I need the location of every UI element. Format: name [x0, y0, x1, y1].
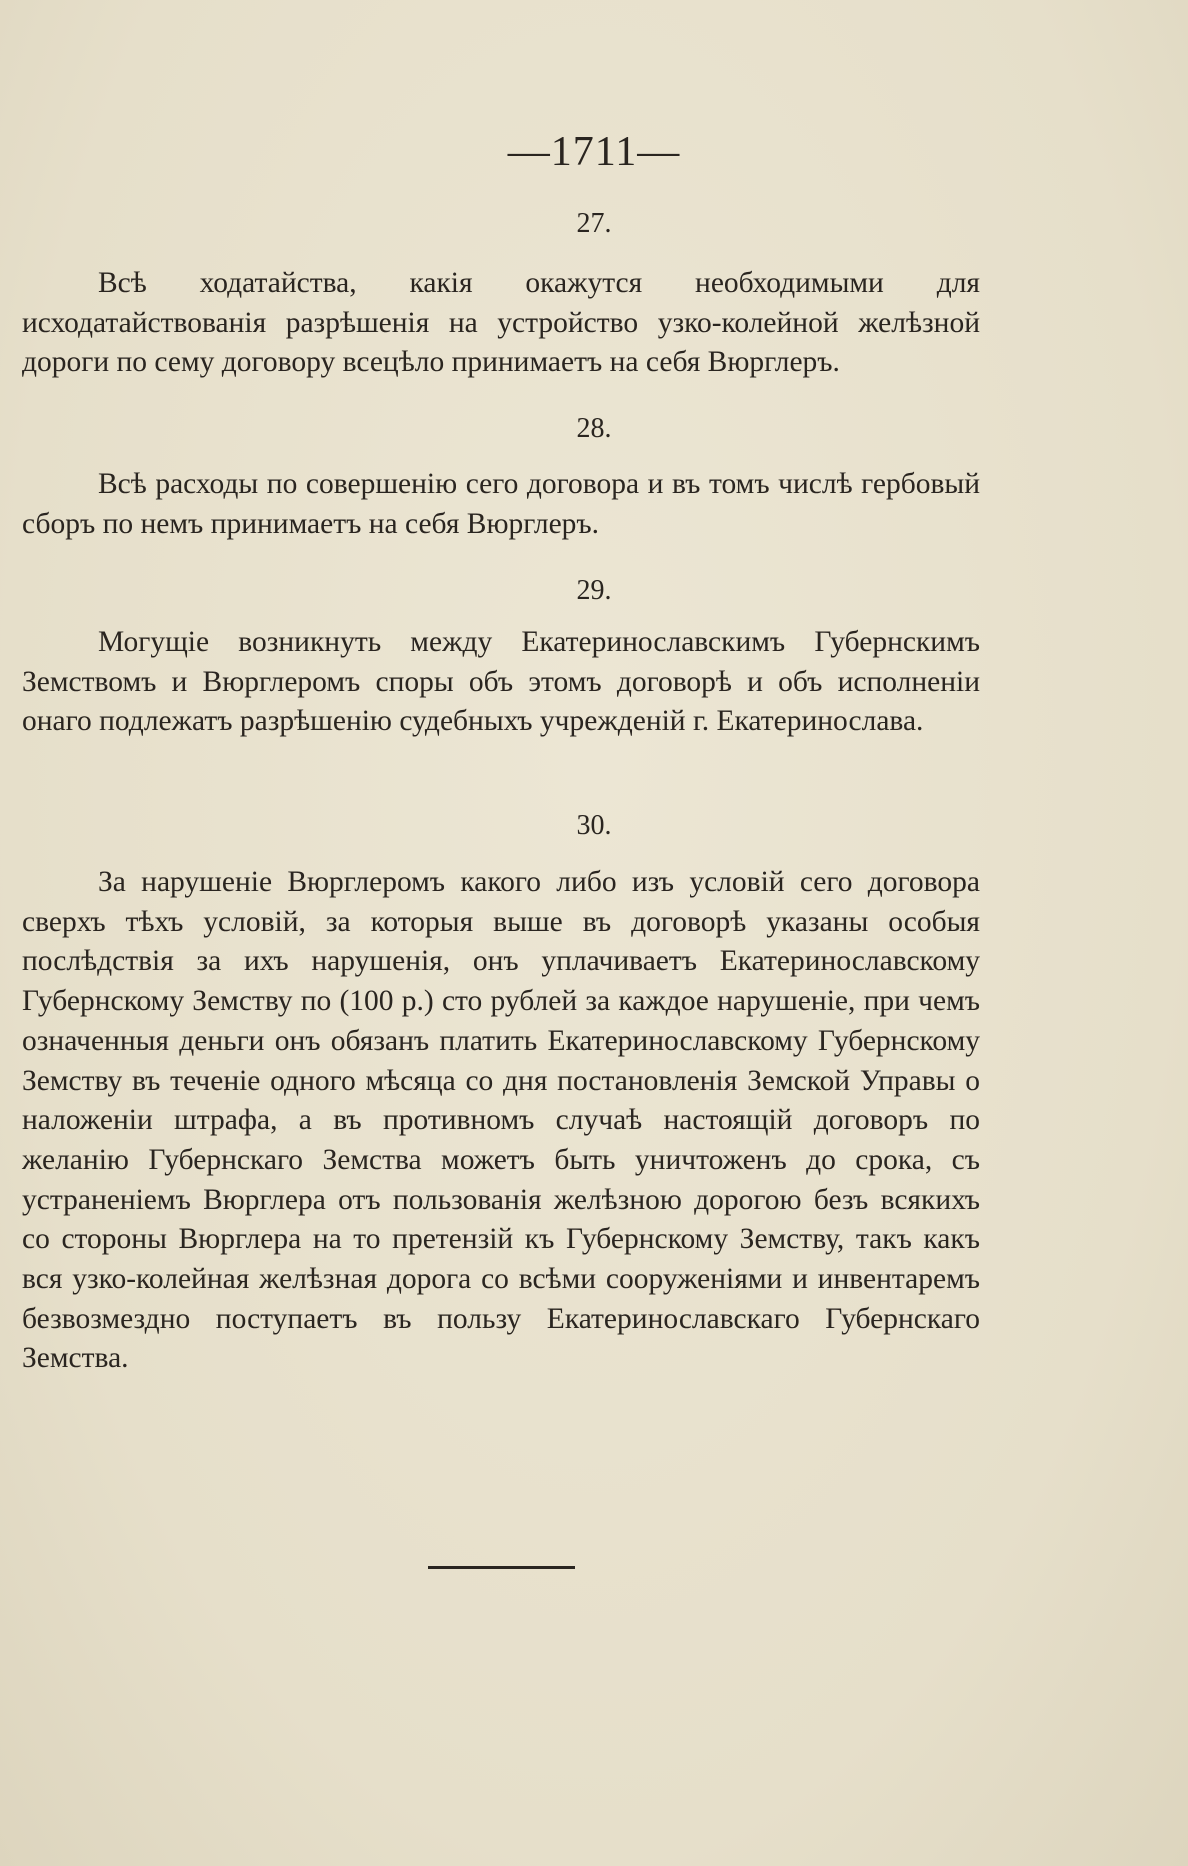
section-27-text: Всѣ ходатайства, какія окажутся необходимыми для исходатайствованія разрѣшенія на устройство узко-колейной желѣзной дороги по сему договору всецѣло принимаетъ на себя Вюрглеръ.: [22, 267, 980, 379]
section-number-27: 27.: [576, 208, 612, 239]
section-30-text: За нарушеніе Вюрглеромъ какого либо изъ условій сего договора сверхъ тѣхъ условій, за которыя выше въ договорѣ указаны особыя послѣдствія за ихъ нарушенія, онъ уплачиваетъ Екатеринославскому Губернскому Земству по (100 р.) сто рублей за каждое нарушеніе, при чемъ означенныя деньги онъ обязанъ платить Екатеринославскому Губернскому Земству въ теченіе одного мѣсяца со дня постановленія Земской Управы о наложеніи штрафа, а въ противномъ случаѣ настоящій договоръ по желанію Губернскаго Земства можетъ быть уничтоженъ до срока, съ устраненіемъ Вюрглера отъ пользованія желѣзною дорогою безъ всякихъ со стороны Вюрглера на то претензій къ Губернскому Земству, такъ какъ вся узко-колейная желѣзная дорога со всѣми сооруженіями и инвентаремъ безвозмездно поступаетъ въ пользу Екатеринославскаго Губернскаго Земства.: [22, 866, 980, 1375]
page-number-header: —1711—: [507, 129, 681, 175]
section-28-text: Всѣ расходы по совершенію сего договора и въ томъ числѣ гербовый сборъ по немъ принимаетъ на себя Вюрглеръ.: [22, 468, 980, 540]
section-number-29: 29.: [576, 575, 612, 606]
section-29-text: Могущіе возникнуть между Екатеринославскимъ Губернскимъ Земствомъ и Вюрглеромъ споры объ этомъ договорѣ и объ исполненіи онаго подлежатъ разрѣшенію судебныхъ учрежденій г. Екатеринослава.: [22, 626, 980, 738]
closing-rule: [428, 1566, 575, 1569]
section-number-28: 28.: [576, 413, 612, 444]
section-number-30: 30.: [576, 810, 612, 841]
